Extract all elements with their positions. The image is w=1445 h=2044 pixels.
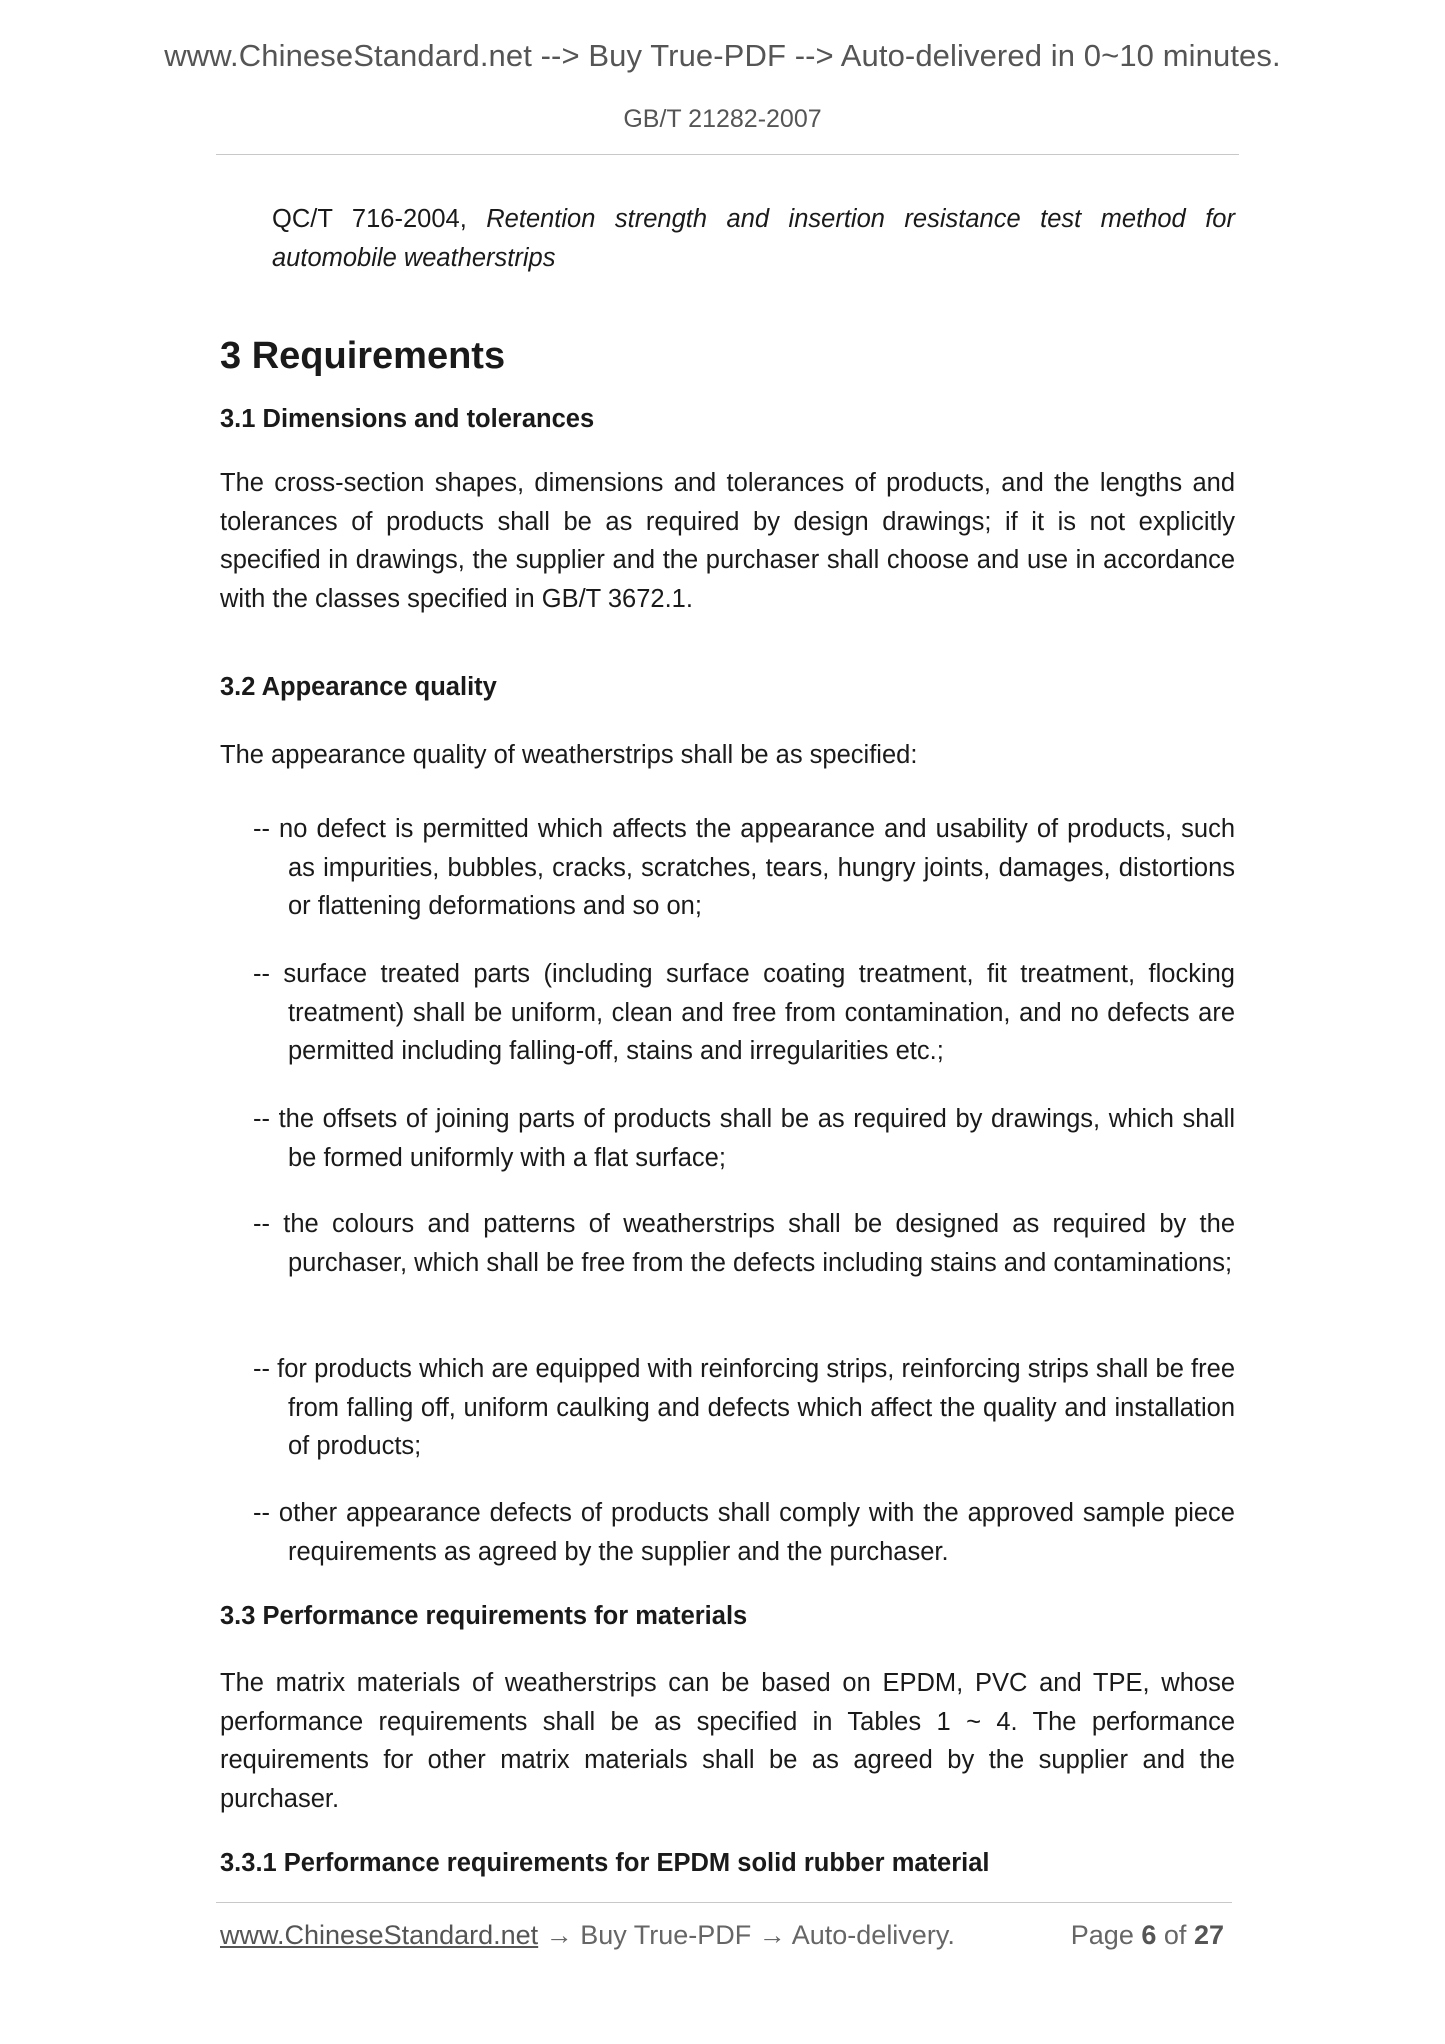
list-item: -- surface treated parts (including surface coating treatment, fit treatment, flocking treatment) shall be uniform, clean and free from contamination, and no defects are permitted including falling-off, stains and irregularities etc.;	[253, 960, 1235, 1065]
page-label: Page	[1070, 1920, 1134, 1950]
subsection-3-1-text: The cross-section shapes, dimensions and tolerances of products, and the lengths and tolerances of products shall be as required by design drawings; if it is not explicitly specified in drawings, the supplier and the purchaser shall choose and use in accordance with the classes specified in GB/T 3672.1.	[220, 469, 1235, 613]
of-label: of	[1163, 1920, 1187, 1950]
list-item: -- for products which are equipped with reinforcing strips, reinforcing strips shall be free from falling off, uniform caulking and defects which affect the quality and installation of products;	[253, 1355, 1235, 1460]
reference-code: QC/T 716-2004,	[272, 205, 467, 233]
subsection-3-2-intro: The appearance quality of weatherstrips shall be as specified:	[220, 741, 918, 769]
header-divider	[216, 154, 1239, 155]
page-indicator	[1071, 1920, 1224, 1951]
reference-entry	[272, 200, 1235, 278]
footer-divider	[216, 1902, 1232, 1903]
list-item: -- the colours and patterns of weatherstrips shall be designed as required by the purchaser, which shall be free from the defects including stains and contaminations;	[253, 1210, 1235, 1277]
page-number: 6	[1141, 1920, 1157, 1950]
page-footer	[220, 1920, 1230, 1960]
footer-tagline: → Buy True-PDF → Auto-delivery.	[538, 1920, 955, 1950]
standard-code: GB/T 21282-2007	[623, 105, 822, 133]
subsection-3-3-1-heading: 3.3.1 Performance requirements for EPDM solid rubber material	[220, 1849, 990, 1877]
list-item: -- the offsets of joining parts of products shall be as required by drawings, which shall be formed uniformly with a flat surface;	[253, 1105, 1235, 1172]
footer-site-link[interactable]: www.ChineseStandard.net	[220, 1920, 539, 1950]
total-pages: 27	[1193, 1920, 1224, 1950]
header-banner[interactable]: www.ChineseStandard.net --> Buy True-PDF --> Auto-delivered in 0~10 minutes.	[164, 38, 1281, 73]
list-item: -- other appearance defects of products shall comply with the approved sample piece requirements as agreed by the supplier and the purchaser.	[253, 1499, 1235, 1566]
subsection-3-3-heading: 3.3 Performance requirements for materials	[220, 1602, 748, 1630]
footer-promo	[220, 1920, 955, 1951]
section-3-heading: 3 Requirements	[220, 335, 506, 377]
subsection-3-2-heading: 3.2 Appearance quality	[220, 673, 497, 701]
subsection-3-3-text: The matrix materials of weatherstrips can be based on EPDM, PVC and TPE, whose performance requirements shall be as specified in Tables 1 ~ 4. The performance requirements for other matrix materials shall be as agreed by the supplier and the purchaser.	[220, 1669, 1235, 1813]
list-item: -- no defect is permitted which affects the appearance and usability of products, such as impurities, bubbles, cracks, scratches, tears, hungry joints, damages, distortions or flattening deformations and so on;	[253, 815, 1235, 920]
reference-title: Retention strength and insertion resistance test method for automobile weatherstrips	[272, 205, 1235, 272]
subsection-3-1-heading: 3.1 Dimensions and tolerances	[220, 405, 595, 433]
